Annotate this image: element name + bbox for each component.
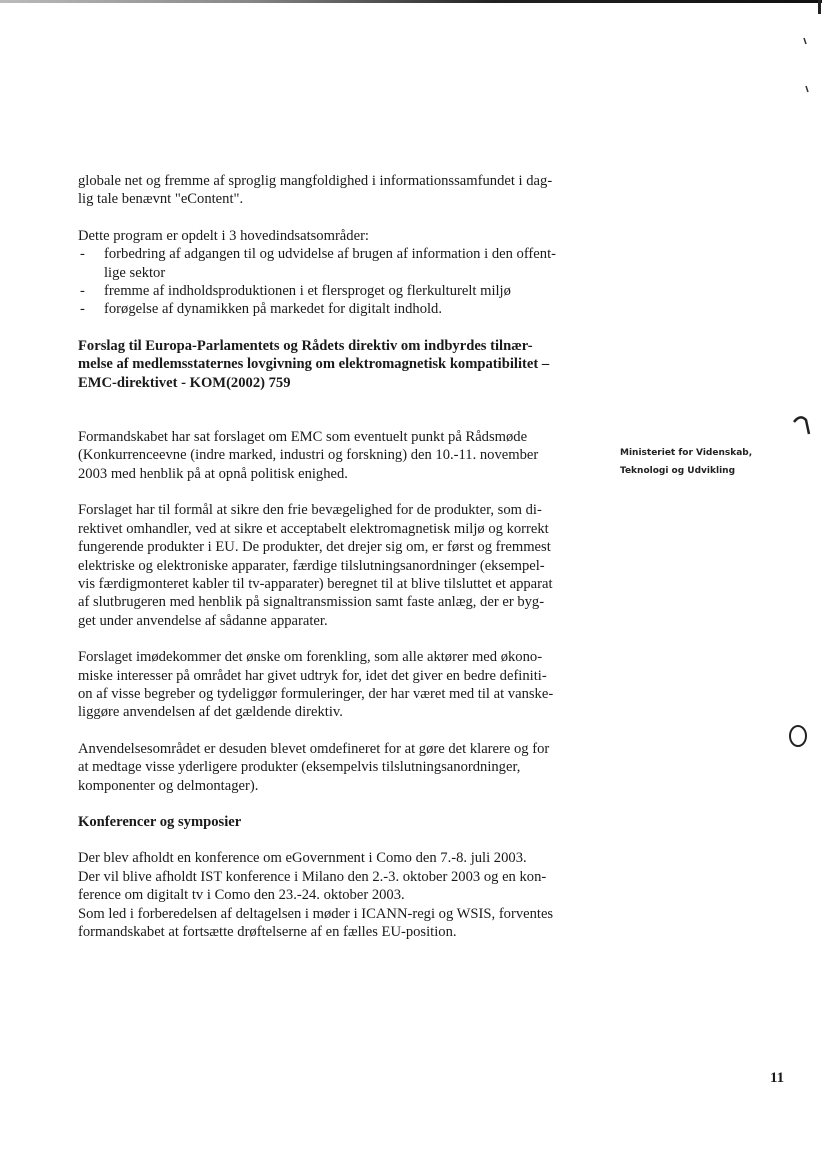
emc-paragraph-1: Formandskabet har sat forslaget om EMC som eventuelt punkt på Rådsmøde (Konkurrenceevne (indre marked, industri og forskning) den 10.-11. november 2003 med henblik på at opnå politisk enighed. (78, 429, 539, 482)
list-item: - forbedring af adgangen til og udvidelse af brugen af information i den offent- lige sektor (78, 245, 598, 282)
scan-specks (800, 34, 812, 96)
scan-hook-mark (792, 414, 812, 436)
program-lead: Dette program er opdelt i 3 hovedindsatsområder: (78, 227, 369, 244)
list-item: - fremme af indholdsproduktionen i et flersproget og flerkulturelt miljø (78, 282, 598, 300)
list-item: - forøgelse af dynamikken på markedet for digitalt indhold. (78, 300, 598, 318)
emc-section-heading: Forslag til Europa-Parlamentets og Rådets direktiv om indbyrdes tilnær- melse af medlemsstaternes lovgivning om elektromagnetisk kompatibilitet – EMC-direktivet - KOM(2002) 759 (78, 337, 550, 391)
page-number: 11 (770, 1070, 785, 1086)
top-scan-rule-corner (818, 0, 821, 14)
conferences-paragraph: Der blev afholdt en konference om eGovernment i Como den 7.-8. juli 2003. Der vil blive afholdt IST konference i Milano den 2.-3. oktober 2003 og en kon- ference om digitalt tv i Como den 23.-24. oktober 2003. Som led i forberedelsen af deltagelsen i møder i ICANN-regi og WSIS, forventes formandskabet at fortsætte drøftelserne af en fælles EU-position. (78, 850, 554, 940)
top-scan-rule (0, 0, 822, 3)
intro-paragraph: globale net og fremme af sproglig mangfoldighed i informationssamfundet i dag- lig tale benævnt "eContent". (78, 173, 553, 208)
main-text-column (78, 172, 598, 941)
ministry-margin-note: Ministeriet for Videnskab, Teknologi og Udvikling (620, 448, 753, 476)
emc-paragraph-3: Forslaget imødekommer det ønske om forenkling, som alle aktører med økono- miske interesser på området har givet udtryk for, idet det giver en bedre definiti- on af visse begreber og tydeliggør formuleringer, der har været med til at vanske- liggøre anvendelsen af det gældende direktiv. (78, 649, 554, 721)
emc-paragraph-2: Forslaget har til formål at sikre den frie bevægelighed for de produkter, som di- rektivet omhandler, ved at sikre et acceptabelt elektromagnetisk miljø og korrekt fungerende produkter i EU. De produkter, det drejer sig om, er først og fremmest elektriske og elektroniske apparater, færdige tilslutningsanordninger (eksempel- vis færdigmonteret kabler til tv-apparater) beregnet til at blive tilsluttet et apparat af slutbrugeren med henblik på signaltransmission samt faste anlæg, der er byg- get under anvendelse af sådanne apparater. (78, 502, 553, 629)
conferences-heading: Konferencer og symposier (78, 813, 242, 830)
program-list (78, 245, 598, 319)
scan-ring-mark (786, 722, 810, 750)
emc-paragraph-4: Anvendelsesområdet er desuden blevet omdefineret for at gøre det klarere og for at medtage visse yderligere produkter (eksempelvis tilslutningsanordninger, komponenter og delmontager). (78, 740, 550, 794)
